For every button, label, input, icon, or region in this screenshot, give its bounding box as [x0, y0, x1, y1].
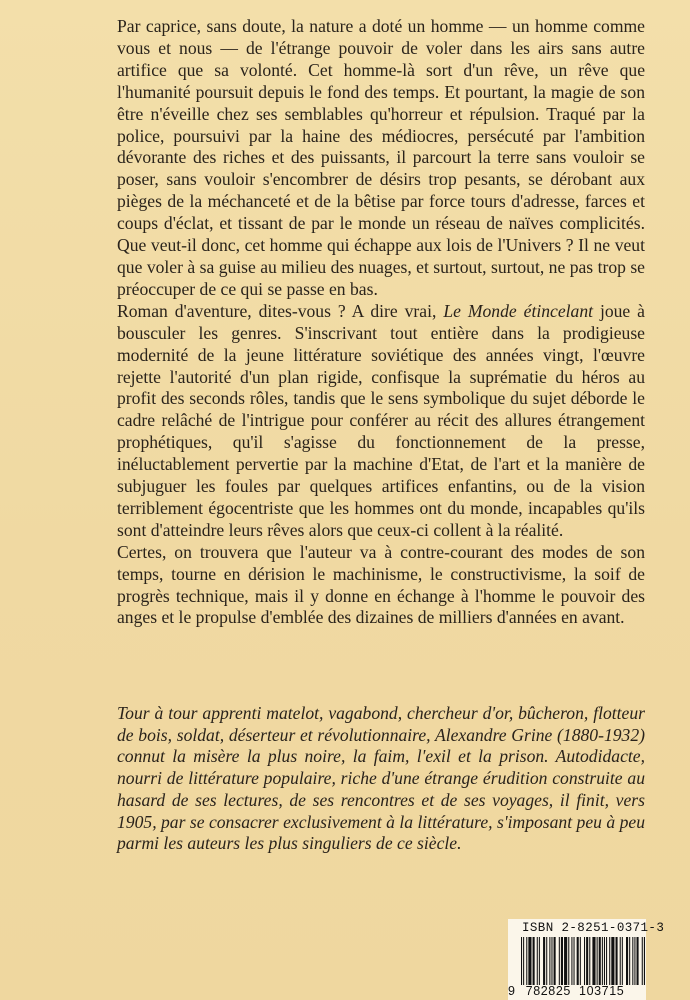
barcode-bar [634, 937, 635, 985]
barcode-digits [508, 984, 646, 998]
barcode-bar [642, 937, 643, 985]
barcode-bar [589, 937, 590, 985]
barcode-bar [584, 937, 585, 985]
barcode-bar [571, 937, 572, 985]
barcode-bar [620, 937, 621, 985]
barcode-bar [537, 937, 538, 985]
barcode-bar [521, 937, 522, 985]
barcode-bar [611, 937, 614, 985]
barcode-bar [616, 937, 618, 985]
barcode-bar [626, 937, 628, 985]
barcode-bar [554, 937, 556, 985]
barcode-bar [602, 937, 603, 985]
barcode-bar [609, 937, 610, 985]
synopsis-paragraph-2-end: joue à bousculer les genres. S'inscrivant tout entière dans la prodigieuse modernité de la jeune littérature soviétique des années vingt, l'œuvre rejette l'autorité d'un plan rigide, confisque la suprématie du héros au profit des seconds rôles, tandis que le sens symbolique du sujet déborde le cadre relâché de l'intrigue pour conférer au récit des allures étrangement prophétiques, qu'il s'agisse du fonctionnement de la presse, inéluctablement pervertie par la machine d'Etat, de l'art et la manière de subjuguer les foules par quelques artifices enfantins, ou de la vision terriblement égocentriste que les hommes ont du monde, incapables qu'ils sont d'atteindre leurs rêves alors que ceux-ci collent à la réalité. [117, 300, 645, 540]
barcode-bar [543, 937, 545, 985]
barcode-bar [546, 937, 547, 985]
synopsis-paragraph-1: Par caprice, sans doute, la nature a doté un homme — un homme comme vous et nous — de l'étrange pouvoir de voler dans les airs sans autre artifice que sa volonté. Cet homme-là sort d'un rêve, un rêve que l'humanité poursuit depuis le fond des temps. Et pourtant, la magie de son être n'éveille chez ses semblables qu'horreur et répulsion. Traqué par la police, poursuivi par la haine des médiocres, persécuté par l'ambition dévorante des riches et des puissants, il parcourt la terre sans vouloir se poser, sans vouloir s'encombrer de désirs trop pesants, se dérobant aux pièges de la méchanceté et de la bêtise par force tours d'adresse, farces et coups d'éclat, et tissant de par le monde un réseau de naïves complicités. Que veut-il donc, cet homme qui échappe aux lois de l'Univers ? Il ne veut que voler à sa guise au milieu des nuages, et surtout, surtout, ne pas trop se préoccuper de ce qui se passe en bas. [117, 16, 645, 299]
barcode-bar [574, 937, 575, 985]
barcode-bar [580, 937, 581, 985]
barcode-bar [539, 937, 540, 985]
barcode-bar [604, 937, 605, 985]
barcode-bar [528, 937, 531, 985]
barcode-bar [564, 937, 567, 985]
barcode-bars [521, 937, 645, 985]
barcode-bar [549, 937, 550, 985]
barcode-bar [559, 937, 560, 985]
synopsis-paragraph-3: Certes, on trouvera que l'auteur va à contre-courant des modes de son temps, tourne en dérision le machinisme, le constructivisme, la soif de progrès technique, mais il y donne en échange à l'homme le pouvoir des anges et le propulse d'emblée des dizaines de milliers d'années en avant. [117, 541, 645, 628]
barcode-bar [568, 937, 569, 985]
barcode-bar [586, 937, 588, 985]
barcode-bar [551, 937, 552, 985]
barcode-bar [632, 937, 633, 985]
barcode-bar [599, 937, 601, 985]
barcode-bar [644, 937, 645, 985]
barcode-bar [523, 937, 524, 985]
barcode-bar [577, 937, 579, 985]
barcode-bar [629, 937, 630, 985]
barcode-bar [606, 937, 607, 985]
barcode-bar [622, 937, 623, 985]
barcode-bar [637, 937, 639, 985]
isbn-label: ISBN 2-8251-0371-3 [522, 921, 665, 935]
barcode-bar [597, 937, 598, 985]
synopsis [117, 16, 645, 629]
barcode-first-digit: 9 [508, 984, 516, 998]
barcode-bar [592, 937, 595, 985]
barcode-bar [561, 937, 563, 985]
barcode-bar [533, 937, 535, 985]
synopsis-paragraph-2-start: Roman d'aventure, dites-vous ? A dire vrai, [117, 300, 444, 321]
author-biography: Tour à tour apprenti matelot, vagabond, chercheur d'or, bûcheron, flotteur de bois, soldat, déserteur et révolutionnaire, Alexandre Grine (1880-1932) connut la misère la plus noire, la faim, l'exil et la prison. Autodidacte, nourri de littérature populaire, riche d'une étrange érudition construite au hasard de ses lectures, de ses rencontres et de ses voyages, il finit, vers 1905, par se consacrer exclusivement à la littérature, s'imposant peu à peu parmi les auteurs les plus singuliers de ce siècle. [117, 703, 645, 854]
barcode-digits-right: 103715 [579, 984, 625, 998]
barcode-bar [526, 937, 527, 985]
barcode-digits-left: 782825 [525, 984, 571, 998]
synopsis-paragraph-2 [117, 301, 645, 542]
book-title: Le Monde étincelant [443, 300, 594, 321]
